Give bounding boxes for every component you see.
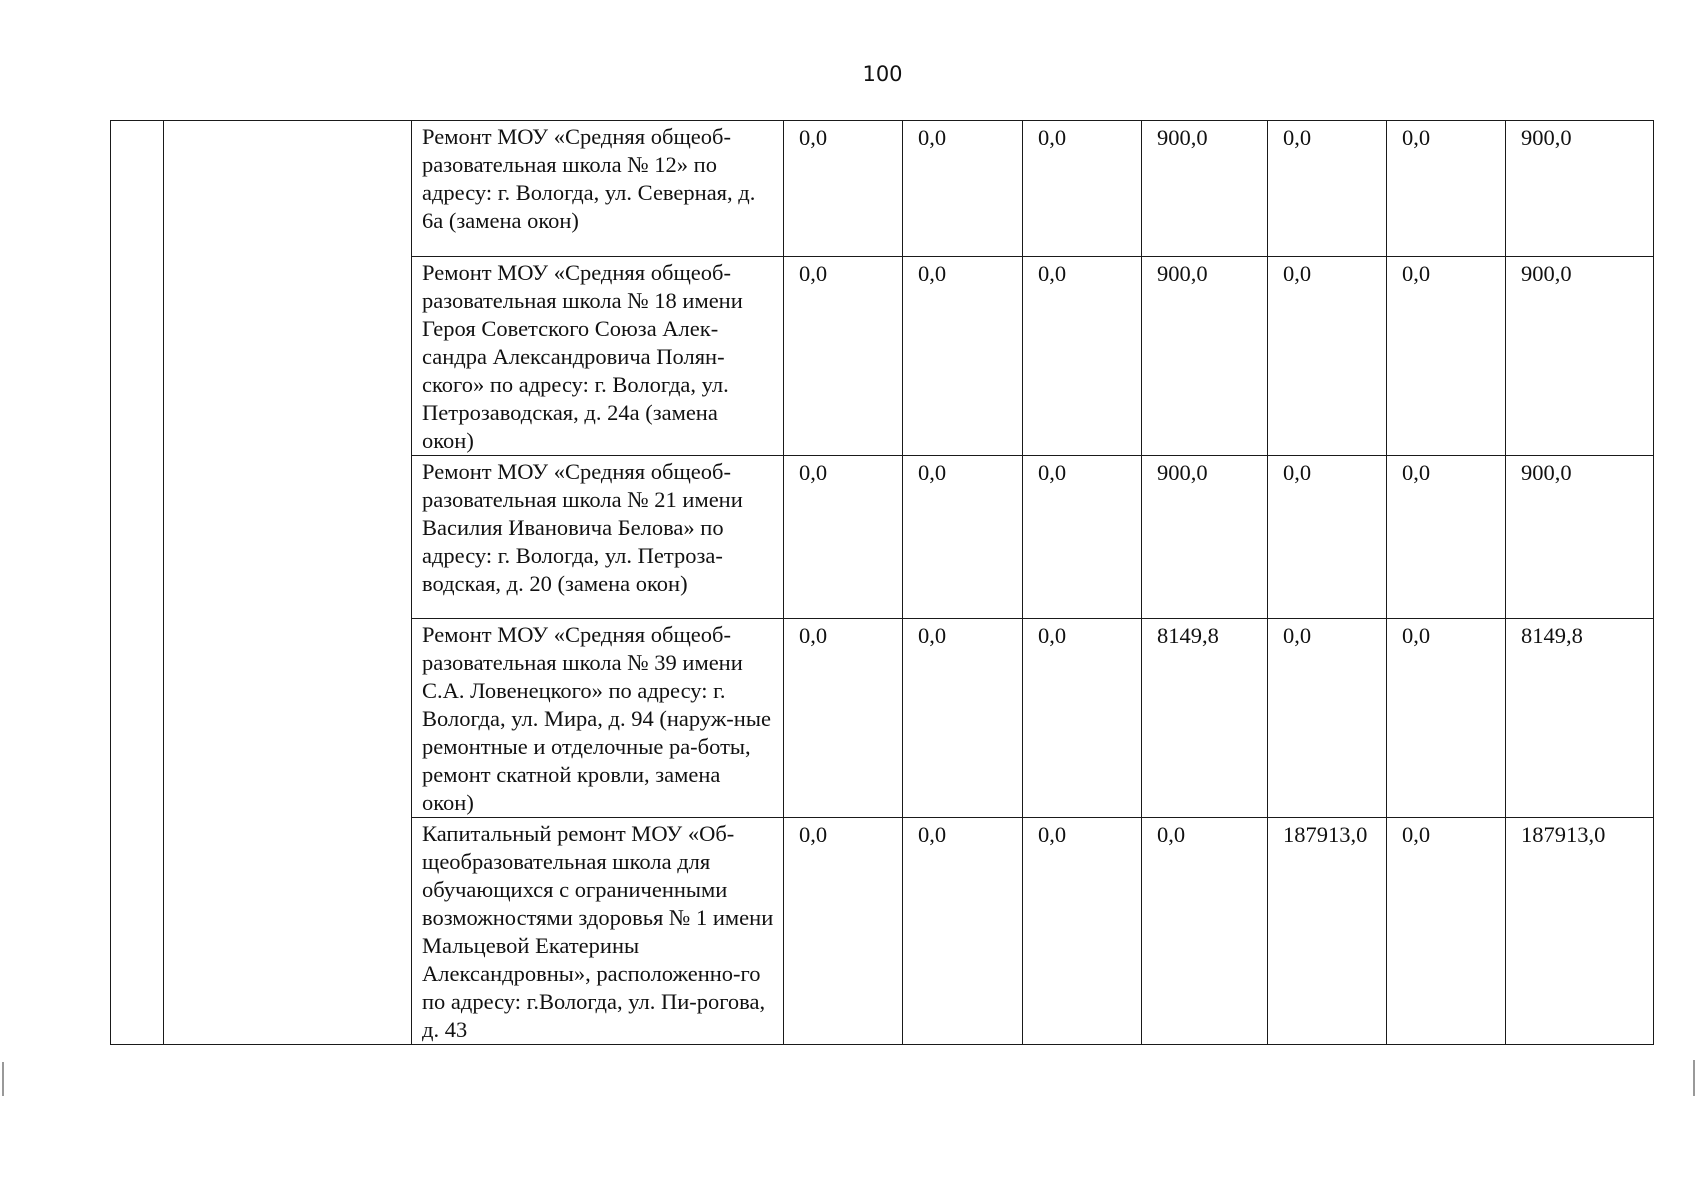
value-cell: 0,0: [1023, 619, 1142, 818]
value-cell: 0,0: [1387, 121, 1506, 257]
value-cell: 0,0: [1023, 818, 1142, 1045]
value-cell: 900,0: [1142, 456, 1268, 619]
value-cell: 0,0: [903, 257, 1023, 456]
value-cell: 187913,0: [1268, 818, 1387, 1045]
object-description: Капитальный ремонт МОУ «Об-щеобразовательная школа для обучающихся с ограниченными возможностями здоровья № 1 имени Мальцевой Екатерины Александровны», расположенно-го по адресу: г.Вологда, ул. Пи-рогова, д. 43: [412, 818, 784, 1045]
value-cell: 0,0: [1268, 619, 1387, 818]
blank-cell-program: [164, 121, 412, 1045]
value-cell: 0,0: [903, 818, 1023, 1045]
value-cell: 0,0: [784, 257, 903, 456]
value-cell: 0,0: [1387, 456, 1506, 619]
table-row: [111, 121, 1654, 257]
value-cell: 0,0: [1023, 257, 1142, 456]
blank-cell-number: [111, 121, 164, 1045]
value-cell: 900,0: [1142, 257, 1268, 456]
left-edge-scan-mark: [2, 1062, 4, 1096]
object-description: Ремонт МОУ «Средняя общеоб-разовательная школа № 39 имени С.А. Ловенецкого» по адресу: г. Вологда, ул. Мира, д. 94 (наруж-ные ремонтные и отделочные ра-боты, ремонт скатной кровли, замена окон): [412, 619, 784, 818]
budget-table: [110, 120, 1654, 1045]
total-cell: 900,0: [1506, 257, 1654, 456]
page-number: 100: [862, 62, 903, 86]
value-cell: 0,0: [1268, 257, 1387, 456]
object-description: Ремонт МОУ «Средняя общеоб-разовательная школа № 12» по адресу: г. Вологда, ул. Северная, д. 6а (замена окон): [412, 121, 784, 257]
total-cell: 8149,8: [1506, 619, 1654, 818]
value-cell: 0,0: [1387, 619, 1506, 818]
value-cell: 0,0: [784, 121, 903, 257]
value-cell: 8149,8: [1142, 619, 1268, 818]
value-cell: 0,0: [1387, 257, 1506, 456]
value-cell: 0,0: [1268, 121, 1387, 257]
value-cell: 0,0: [903, 456, 1023, 619]
value-cell: 0,0: [784, 456, 903, 619]
value-cell: 0,0: [1387, 818, 1506, 1045]
value-cell: 0,0: [1268, 456, 1387, 619]
value-cell: 0,0: [784, 818, 903, 1045]
total-cell: 187913,0: [1506, 818, 1654, 1045]
value-cell: 0,0: [1023, 456, 1142, 619]
total-cell: 900,0: [1506, 121, 1654, 257]
object-description: Ремонт МОУ «Средняя общеоб-разовательная школа № 18 имени Героя Советского Союза Алек-сандра Александровича Полян-ского» по адресу: г. Вологда, ул. Петрозаводская, д. 24а (замена окон): [412, 257, 784, 456]
value-cell: 0,0: [784, 619, 903, 818]
value-cell: 900,0: [1142, 121, 1268, 257]
right-edge-scan-mark: [1693, 1060, 1695, 1096]
value-cell: 0,0: [903, 121, 1023, 257]
value-cell: 0,0: [1142, 818, 1268, 1045]
object-description: Ремонт МОУ «Средняя общеоб-разовательная школа № 21 имени Василия Ивановича Белова» по адресу: г. Вологда, ул. Петроза-водская, д. 20 (замена окон): [412, 456, 784, 619]
value-cell: 0,0: [903, 619, 1023, 818]
value-cell: 0,0: [1023, 121, 1142, 257]
total-cell: 900,0: [1506, 456, 1654, 619]
